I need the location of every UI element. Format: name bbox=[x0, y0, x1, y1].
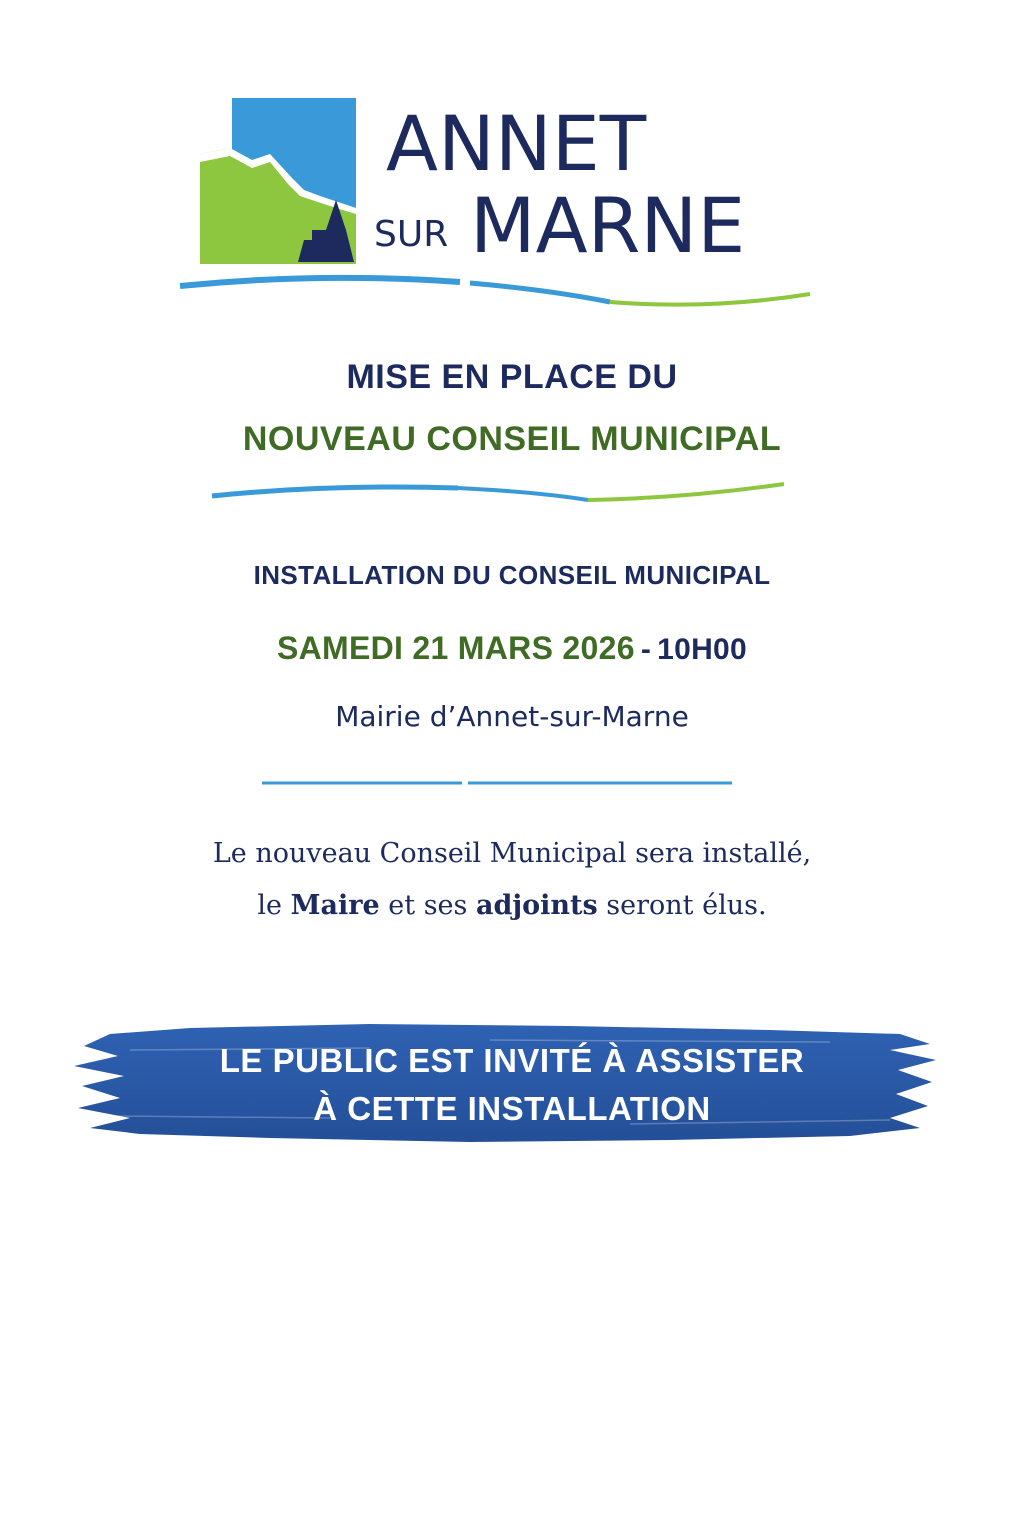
event-separator: - bbox=[640, 633, 652, 666]
description-words-seront-elus: seront élus. bbox=[606, 890, 767, 921]
logo-marne-text: MARNE bbox=[470, 181, 746, 270]
event-place: Mairie d’Annet-sur-Marne bbox=[335, 700, 689, 733]
banner-line-2: À CETTE INSTALLATION bbox=[313, 1090, 711, 1127]
description-words-et-ses: et ses bbox=[388, 890, 468, 921]
logo-sur-text: SUR bbox=[374, 214, 449, 255]
description-word-adjoints: adjoints bbox=[475, 890, 598, 921]
description-line-2 bbox=[0, 890, 1024, 921]
divider-line bbox=[262, 775, 732, 791]
event-date-line bbox=[0, 630, 1024, 667]
event-date: SAMEDI 21 MARS 2026 bbox=[276, 630, 635, 666]
heading-line-2: NOUVEAU CONSEIL MUNICIPAL bbox=[242, 420, 782, 458]
event-title: INSTALLATION DU CONSEIL MUNICIPAL bbox=[253, 560, 771, 590]
decorative-wave-divider bbox=[208, 478, 788, 508]
description-word-maire: Maire bbox=[290, 890, 380, 921]
municipal-logo bbox=[170, 90, 830, 325]
event-time: 10H00 bbox=[657, 633, 748, 666]
heading-line-1: MISE EN PLACE DU bbox=[346, 358, 678, 396]
logo-annet-text: ANNET bbox=[386, 99, 647, 188]
description-line-1: Le nouveau Conseil Municipal sera installé, bbox=[212, 838, 812, 869]
banner-line-1: LE PUBLIC EST INVITÉ À ASSISTER bbox=[219, 1042, 805, 1079]
description-word-le: le bbox=[257, 890, 283, 921]
